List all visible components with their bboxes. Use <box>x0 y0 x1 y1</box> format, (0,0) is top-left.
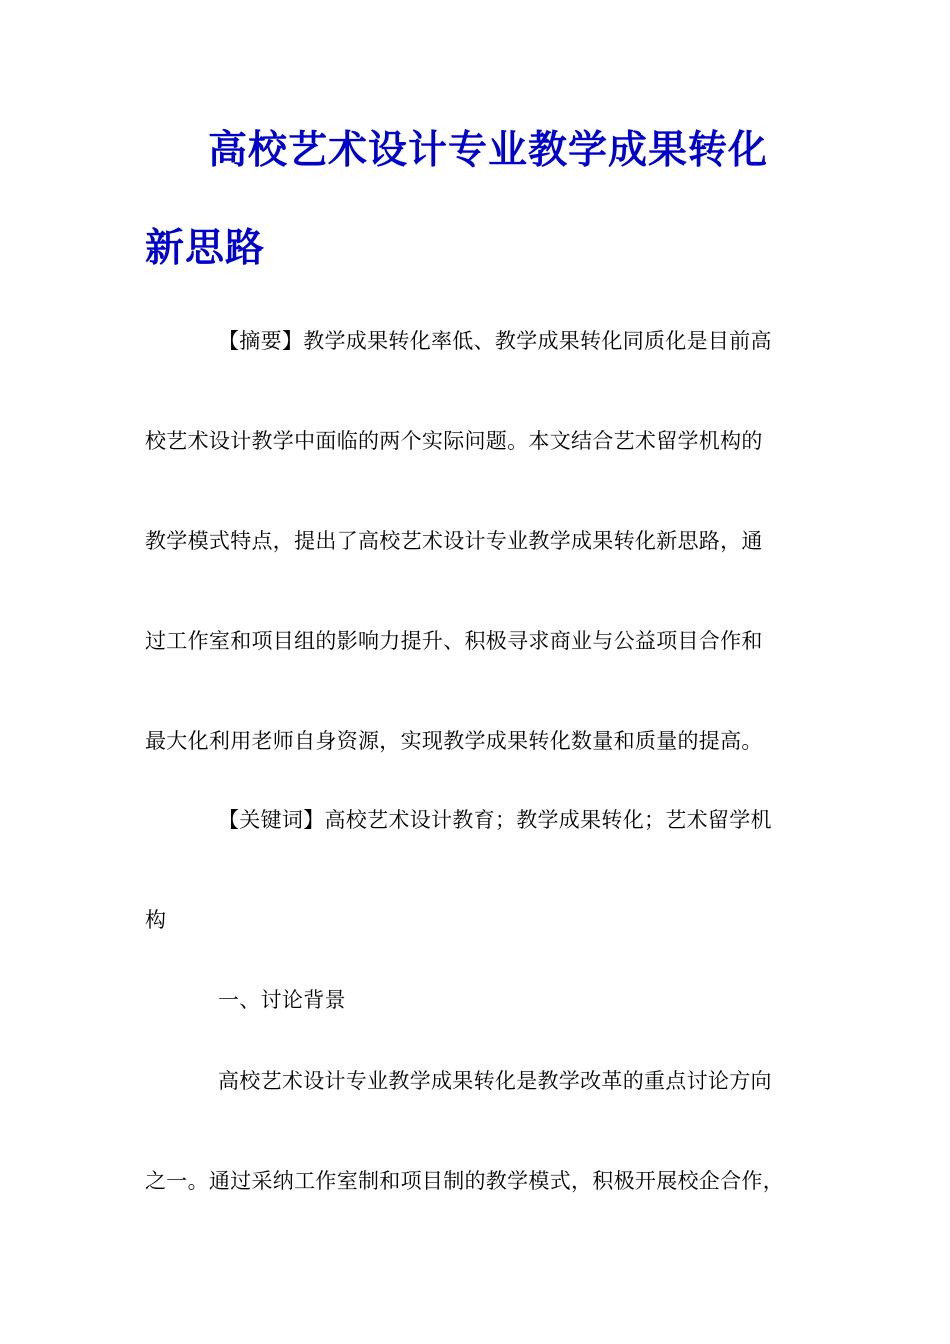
abstract-line-2: 校艺术设计教学中面临的两个实际问题。本文结合艺术留学机构的 <box>145 429 763 453</box>
keywords-line-1: 【关键词】高校艺术设计教育；教学成果转化；艺术留学机 <box>218 808 772 832</box>
keywords-line-2: 构 <box>145 908 167 932</box>
abstract-line-4: 过工作室和项目组的影响力提升、积极寻求商业与公益项目合作和 <box>145 629 763 653</box>
body-line-1: 高校艺术设计专业教学成果转化是教学改革的重点讨论方向 <box>218 1069 772 1093</box>
abstract-line-3: 教学模式特点，提出了高校艺术设计专业教学成果转化新思路，通 <box>145 529 763 553</box>
abstract-line-1: 【摘要】教学成果转化率低、教学成果转化同质化是目前高 <box>218 329 772 353</box>
document-title-line-1: 高校艺术设计专业教学成果转化 <box>208 127 769 173</box>
body-line-2: 之一。通过采纳工作室制和项目制的教学模式，积极开展校企合作， <box>145 1169 784 1193</box>
section-heading: 一、讨论背景 <box>218 988 346 1012</box>
document-title-line-2: 新思路 <box>145 225 266 271</box>
abstract-line-5: 最大化利用老师自身资源，实现教学成果转化数量和质量的提高。 <box>145 729 763 753</box>
